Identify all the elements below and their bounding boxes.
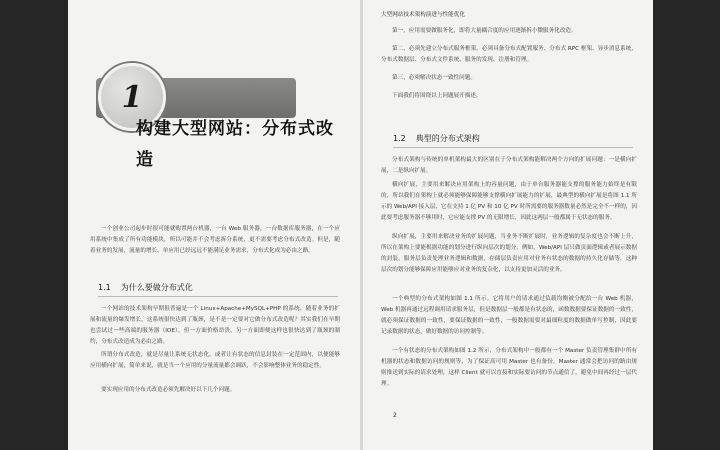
section-heading-1-2 [393,133,480,144]
body-paragraph: 一个网站的技术架构早期很普遍是一个 Linux+Apache+MySQL+PHP 的系统，随着业务的扩展和流量的爆发增长，这系统很快达到了瓶颈，是不是一定要对它做分布式改造呢？其实我们在早期也尝试过一些高端的服务器（IOE），但一方面价格昂贵，另一方面即便这样也很快达到了瓶颈的制约，分布式改造成为必由之路。 [90,306,340,345]
running-head: 大型网站技术架构演进与性能优化 [381,12,465,18]
list-item: 第三，必须解决状态一致性问题。 [392,75,476,81]
body-paragraph: 一个典型的分布式架构如图 1.1 所示。它将用户的请求通过负载均衡被分配给一台 Web 机器，Web 机器再通过远程调用请求服务层，但是数据层一般都是有状态的，函数数据要保证数据的一致性，就必须保证数据的一致性，要保证数据的一致性，一般数据需要对最细粒度的数据做单写控制，因此要记录数据的状态，做好数据的访问控制等。 [381,296,637,335]
body-paragraph: 纵向扩展，主要用来解决业务的扩展问题，当业务不断扩展时，业务逻辑的复杂度也会不断上升，所以在架构上要能根据功能的划分进行纵向层次的划分，例如，Web/API 层只做页面逻辑或者展示数据的封装，服务层负责处理业务逻辑和数据，存储层负责应用对业务有状态的数据的持久化存储等，这种层次的划分能够保障应用能够应对业务的复杂化，以支持更加灵活的业务。 [381,234,637,273]
list-item: 下面我们将围绕以上问题展开描述。 [392,93,482,99]
list-item: 第二，必须先建立分布式服务框架，必须具备分布式配置服务、分布式 RPC 框架、异步消息系统、分布式数据层、分布式文件系统、服务的发现、注册和管理。 [381,46,637,63]
body-paragraph: 要实现应用的分布式改造必须先解决好以下几个问题。 [101,387,236,393]
section-number: 1.2 [393,134,406,143]
section-title: 为什么要做分布式化 [120,283,193,292]
list-item: 第一，应用需要做服务化，即将大量耦合度的应用逐渐拆小微服务化改造。 [392,28,577,34]
section-number: 1.1 [98,283,111,292]
section-divider [98,296,338,297]
section-heading-1-1 [98,282,193,293]
left-page [68,0,360,450]
right-page [363,0,653,450]
chapter-number: 1 [121,79,143,115]
body-paragraph: 分布式架构与传统的单机架构最大的区别在于分布式架构能解决两个方向的扩展问题：一是横向扩展，二是纵向扩展。 [381,157,637,174]
section-title: 典型的分布式架构 [415,134,480,143]
body-paragraph: 横向扩展，主要用来解决应用架构上的容量问题，由于单台服务器能支撑的服务能力始终是有限的，所以我们在架构上就必须能够保障能够支撑横向扩展能力的扩展，最典型的横向扩展是将图 1.1 所示的 Web/API 接入层，它在支持 1 亿 PV 和 10 亿 PV 时所需要的服务器数量必然是完全不一样的，因此要考虑服务器不够用时，它应能支撑 PV 的无限增长，因此这两层一般都属于无状态的服务。 [381,182,637,221]
body-paragraph: 一个有状态的分布式架构如图 1.2 所示，分布式架构中一般都有一个 Master 负责管理集群中所有机器的状态和数据访问的规则等，为了保证高可用 Master 也有备份，Master 通常会把访问的路由规则推送到实际的请求处理，这样 Client 就可以直接和实际要访问的节点通信了，避免中间再经过一层代理。 [381,348,637,387]
section-divider [393,147,633,148]
body-paragraph: 所谓分布式改造，就是尽量让系统无状态化，或者让有状态的信息封装在一定范围内，以便能够应用横向扩展，简单来说，就是当一个应用的分量流量都会调跃，不会影响整体业务的稳定性。 [90,352,340,369]
intro-paragraph: 一个创业公司起步时很可能就购置两台机器，一台 Web 服务器，一台数据库服务器，在一个应用系统中集成了所有功能模块，所以可能并不会考虑拆分系统，更不需要考虑分布式改造。但是，随着业务的发展，流量的增长，单应用已经远远不能满足业务需求，分布式化成为必由之路。 [90,226,340,254]
page-number: 2 [393,412,397,419]
chapter-title: 构建大型网站：分布式改造 [136,119,334,170]
